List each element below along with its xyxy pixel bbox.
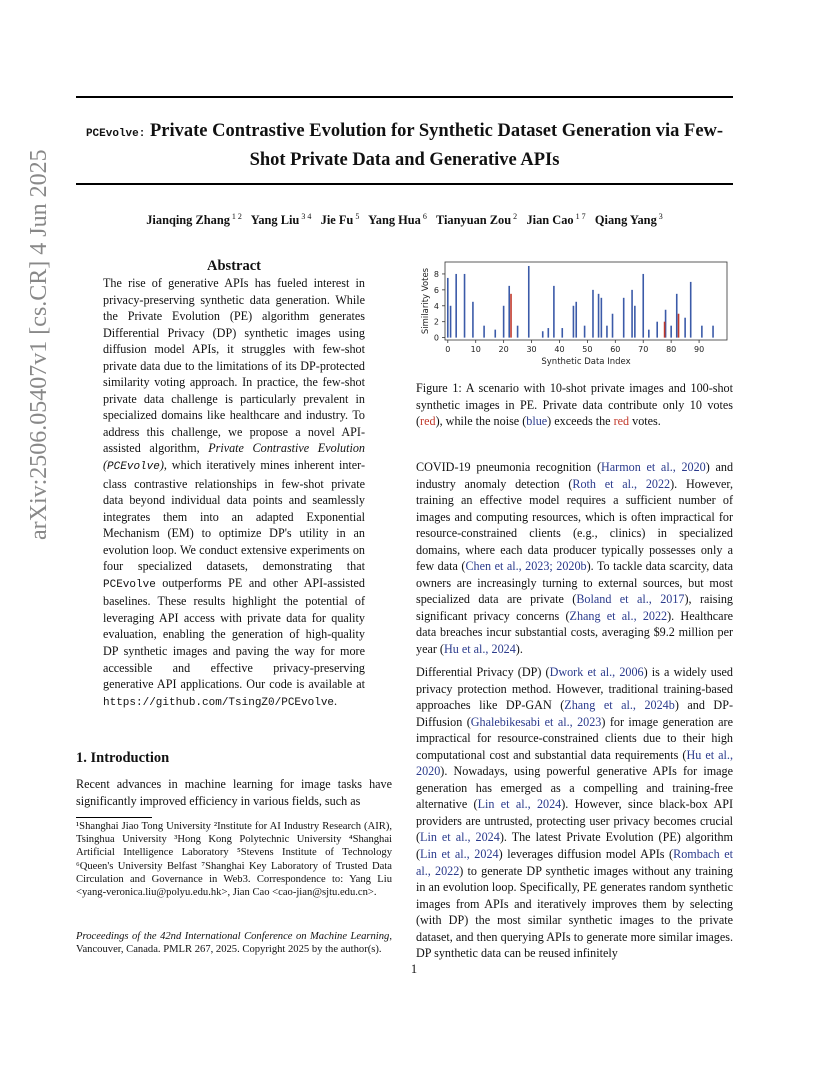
citation-link[interactable]: Zhang et al., 2024b (564, 698, 675, 713)
proceedings-text: , Vancouver, Canada. PMLR 267, 2025. Copyright 2025 by the author(s). (76, 931, 392, 956)
caption-blue: blue (526, 414, 548, 429)
method-name: PCEvolve (103, 578, 156, 591)
author-affiliation: 6 (420, 212, 427, 221)
proceedings-italic: Proceedings of the 42nd International Conference on Machine Learning (76, 931, 390, 942)
noise-bar (634, 306, 636, 338)
noise-bar (623, 298, 625, 338)
author-name: Jianqing Zhang (146, 213, 230, 228)
author-name: Jie Fu (320, 213, 354, 228)
citation-link[interactable]: Ghalebikesabi et al., 2023 (470, 714, 602, 729)
caption-red: red (420, 414, 436, 429)
intro-paragraph-2 (416, 664, 733, 962)
method-name: PCEvolve (107, 461, 160, 474)
noise-bar (553, 286, 555, 338)
top-rule (76, 96, 733, 98)
y-tick-label: 6 (433, 285, 439, 295)
footnote-rule (76, 817, 152, 818)
similarity-votes-chart (415, 258, 735, 370)
arxiv-stamp: arXiv:2506.05407v1 [cs.CR] 4 Jun 2025 (26, 149, 52, 540)
body-text: ). Healthcare data breaches incur substantial costs, averaging $9.2 million per year ( (416, 608, 734, 657)
noise-bar (670, 326, 672, 338)
body-text: ) to generate DP synthetic images without any training in an evolution loop. Specifically, PE generates random synthetic images from APIs and iteratively improves them by selecting (with DP) the most similar synthetic images to the private dataset, and then querying APIs to generate more similar images. DP synthetic data can be reused infinitely (416, 863, 733, 961)
author-affiliation: 1 2 (229, 212, 242, 221)
body-text: ), raising significant privacy concerns ( (416, 592, 734, 623)
noise-bar (548, 328, 550, 338)
x-tick-label: 60 (610, 345, 621, 354)
body-text: ). Nowadays, using powerful generative APIs for image generation has emerged as a compelling and training-free alternative ( (416, 764, 733, 812)
body-text: ). However, training an effective model requires a sufficient number of images and computing resources, which is often impractical for resource-constrained clients (e.g., clinics) in specialized domains, where each data producer typically possesses only a few data ( (416, 476, 733, 574)
intro-heading: 1. Introduction (76, 750, 170, 766)
citation-link[interactable]: Zhang et al., 2022 (569, 608, 668, 623)
x-tick-label: 90 (693, 345, 705, 354)
noise-bar (503, 306, 505, 338)
y-tick-label: 2 (433, 317, 439, 327)
intro-paragraph-1 (416, 459, 733, 658)
citation-link[interactable]: Harmon et al., 2020 (601, 460, 706, 474)
figure-caption (416, 380, 733, 430)
noise-bar (598, 294, 600, 338)
noise-bar (601, 298, 603, 338)
y-tick-label: 0 (433, 333, 439, 343)
noise-bar (561, 328, 563, 338)
citation-link[interactable]: Lin et al., 2024 (420, 847, 499, 862)
body-text: Differential Privacy (DP) ( (416, 665, 550, 679)
abstract-text: The rise of generative APIs has fueled interest in privacy-preserving synthetic data generation. While the Private Evolution (PE) algorithm generates Differential Privacy (DP) synthetic images using diffusion model APIs, it struggles with few-shot private data due to the limitations of its DP-protected similarity voting approach. In practice, the few-shot private data challenge is particularly prevalent in specialized domains like healthcare and industry. To address this challenge, we propose a novel API-assisted algorithm, (103, 276, 365, 456)
caption-red: red (613, 414, 630, 429)
citation-link[interactable]: Hu et al., 2020 (416, 747, 733, 779)
x-tick-label: 80 (666, 345, 677, 354)
author-affiliation: 2 (511, 212, 518, 221)
noise-bar (642, 274, 644, 338)
noise-bar (464, 274, 466, 338)
noise-bar (542, 331, 544, 337)
citation-link[interactable]: Chen et al., 2023; 2020b (465, 559, 587, 574)
noise-bar (575, 302, 577, 338)
noise-bar (472, 302, 474, 338)
x-tick-label: 70 (638, 345, 649, 354)
body-text: ) and DP-Diffusion ( (416, 698, 733, 729)
citation-link[interactable]: Dwork et al., 2006 (549, 665, 644, 679)
abstract-text: , which iteratively mines inherent inter-class contrastive relationships in few-shot private data beyond individual data points and seamlessly integrates them into an adapted Exponential Mechanism (EM) to optimize DP's utility in an evolution loop. We conduct extensive experiments on four specialized datasets, demonstrating that (103, 458, 365, 574)
noise-bar (517, 326, 519, 338)
noise-bar (656, 322, 658, 338)
noise-bar (450, 306, 452, 338)
citation-link[interactable]: Lin et al., 2024 (477, 797, 562, 812)
body-text: ) and industry anomaly detection ( (416, 460, 734, 491)
x-axis-label: Synthetic Data Index (541, 357, 631, 367)
noise-bar (684, 318, 686, 338)
noise-bar (483, 326, 485, 338)
abstract-heading: Abstract (207, 258, 261, 274)
body-text: ) leverages diffusion model APIs ( (498, 847, 674, 862)
body-text: ). (515, 642, 523, 657)
citation-link[interactable]: Lin et al., 2024 (420, 830, 500, 845)
author-name: Qiang Yang (594, 213, 657, 228)
noise-bar (455, 274, 457, 338)
body-text: ) for image generation are impractical for resource-constrained clients due to their high computational cost and substantial data requirements ( (416, 714, 733, 762)
noise-bar (631, 290, 633, 338)
caption-text: votes. (629, 414, 661, 429)
citation-link[interactable]: Roth et al., 2022 (572, 476, 671, 491)
x-tick-label: 20 (498, 345, 509, 354)
author-affiliation: 3 4 (299, 212, 312, 221)
noise-bar (712, 326, 714, 338)
code-link[interactable]: https://github.com/TsingZ0/PCEvolve (103, 696, 335, 709)
y-tick-label: 8 (433, 269, 439, 279)
noise-bar (648, 330, 650, 338)
x-tick-label: 30 (526, 345, 537, 354)
noise-bar (690, 282, 692, 338)
author-affiliation: 1 7 (573, 212, 586, 221)
x-tick-label: 40 (554, 345, 565, 354)
noise-bar (573, 306, 575, 338)
abstract-text: . (334, 693, 338, 708)
private-bar (664, 322, 666, 338)
citation-link[interactable]: Boland et al., 2017 (576, 592, 685, 607)
title-rest: Private Contrastive Evolution for Synthetic Dataset Generation via Few-Shot Private Data and Generative APIs (145, 121, 724, 170)
paper-title (76, 118, 733, 173)
body-text: ). The latest Private Evolution (PE) algorithm ( (416, 830, 733, 862)
body-text: ). However, since black-box API providers are untrusted, protecting user privacy becomes crucial ( (416, 797, 734, 845)
author-name: Yang Hua (368, 213, 421, 228)
body-text: ). To tackle data scarcity, data owners are increasingly turning to external sources, but most specialized data are private ( (416, 559, 733, 607)
body-text: COVID-19 pneumonia recognition ( (416, 460, 601, 474)
noise-bar (592, 290, 594, 338)
citation-link[interactable]: Hu et al., 2024 (443, 642, 516, 657)
y-axis-label: Similarity Votes (421, 267, 431, 335)
noise-bar (701, 326, 703, 338)
author-affiliation: 3 (656, 212, 663, 221)
abstract-text: outperforms PE and other API-assisted baselines. These results highlight the potential of leveraging API access with private data for quality evaluation, enabling the generation of high-quality DP synthetic images and paving the way for more accessible and effective privacy-preserving generative API applications. Our code is available at (103, 575, 365, 692)
x-tick-label: 50 (582, 345, 593, 354)
abstract-italic: Private Contrastive Evolution ( (103, 441, 365, 473)
noise-bar (584, 326, 586, 338)
private-bar (510, 294, 512, 338)
x-tick-label: 10 (470, 345, 481, 354)
noise-bar (612, 314, 614, 338)
caption-text: Figure 1: A scenario with 10-shot private images and 100-shot synthetic images in PE. Private data contribute only 10 votes ( (416, 381, 733, 429)
caption-text: ), while the noise ( (435, 414, 527, 429)
title-mono: PCEvolve: (85, 128, 146, 140)
citation-link[interactable]: Rombach et al., 2022 (416, 847, 734, 878)
intro-body (76, 776, 392, 809)
title-bottom-rule (76, 183, 733, 185)
noise-bar (508, 286, 510, 338)
author-list (76, 212, 733, 228)
caption-text: ) exceeds the (547, 414, 614, 429)
noise-bar (494, 330, 496, 338)
abstract-body (103, 275, 365, 711)
author-name: Tianyuan Zou (435, 213, 512, 228)
noise-bar (528, 266, 530, 338)
x-tick-label: 0 (445, 345, 451, 354)
private-bar (678, 314, 680, 338)
author-name: Jian Cao (526, 213, 574, 228)
proceedings-note (76, 930, 392, 956)
noise-bar (606, 326, 608, 338)
page-number: 1 (410, 962, 418, 976)
noise-bar (676, 294, 678, 338)
intro-text: Recent advances in machine learning for image tasks have significantly improved efficiency in various fields, such as (76, 777, 392, 808)
y-tick-label: 4 (433, 301, 439, 311)
author-name: Yang Liu (250, 213, 300, 228)
abstract-italic: ) (159, 458, 164, 473)
body-text: ) is a widely used privacy protection method. However, traditional training-based approaches like DP-GAN ( (416, 665, 734, 713)
affiliation-footnote: ¹Shanghai Jiao Tong University ²Institute for AI Industry Research (AIR), Tsinghua University ³Hong Kong Polytechnic University ⁴Shanghai Artificial Intelligence Laboratory ⁵Stevens Institute of Technology ⁶Queen's University Belfast ⁷Shanghai Key Laboratory of Trusted Data Circulation and Governance in Web3. Correspondence to: Yang Liu <yang-veronica.liu@polyu.edu.hk>, Jian Cao <cao-jian@sjtu.edu.cn>. (76, 821, 392, 899)
noise-bar (447, 278, 449, 338)
author-affiliation: 5 (353, 212, 360, 221)
